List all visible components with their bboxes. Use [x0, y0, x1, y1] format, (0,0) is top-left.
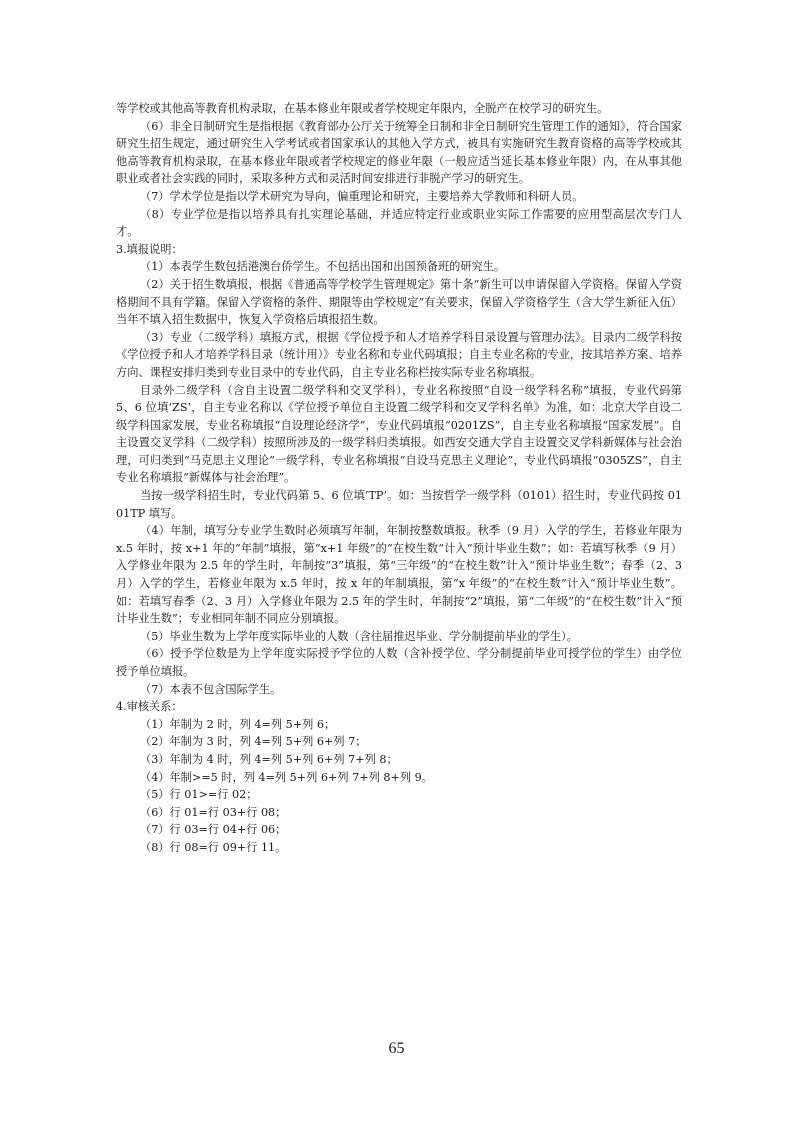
document-body	[116, 100, 682, 857]
audit-rule-4: （4）年制>=5 时，列 4=列 5+列 6+列 7+列 8+列 9。	[140, 770, 433, 784]
paragraph-professional-degree: （8）专业学位是指以培养具有扎实理论基础，并适应特定行业或职业实际工作需要的应用型高层次专门人才。	[116, 207, 682, 239]
audit-rule-3: （3）年制为 4 时，列 4=列 5+列 6+列 7+列 8；	[140, 752, 398, 766]
audit-rule-6: （6）行 01=行 03+行 08；	[140, 805, 287, 819]
page-number: 65	[388, 1040, 405, 1057]
paragraph-note-3-first-level: 当按一级学科招生时，专业代码第 5、6 位填‘TP’。如：当按哲学一级学科（0101）招生时，专业代码按 0101TP 填写。	[116, 489, 682, 520]
section-heading-filling-notes: 3.填报说明：	[116, 242, 183, 256]
audit-rule-5: （5）行 01>=行 02；	[140, 788, 258, 802]
paragraph-part-time-definition: （6）非全日制研究生是指根据《教育部办公厅关于统筹全日制和非全日制研究生管理工作的通知》，符合国家研究生招生规定，通过研究生入学考试或者国家承认的其他入学方式，被具有实施研究生教育资格的高等学校或其他高等教育机构录取，在基本修业年限或者学校规定的修业年限（一般应适当延长基本修业年限）内，在从事其他职业或者社会实践的同时，采取多种方式和灵活时间安排进行非脱产学习的研究生。	[116, 119, 682, 186]
paragraph-academic-degree: （7）学术学位是指以学术研究为导向，偏重理论和研究，主要培养大学教师和科研人员。	[140, 189, 584, 203]
paragraph-note-3-outside-catalog: 目录外二级学科（含自主设置二级学科和交叉学科），专业名称按照“自设一级学科名称”填报，专业代码第 5、6 位填‘ZS’，自主专业名称以《学位授予单位自主设置二级学科和交叉学科名单》为准，如：北京大学自设二级学科国家发展，专业名称填报“自设理论经济学”，专业代码填报“0201ZS”，自主专业名称填报“国家发展”。自主设置交叉学科（二级学科）按照所涉及的一级学科归类填报。如西安交通大学自主设置交叉学科新媒体与社会治理，可归类到“马克思主义理论”一级学科，专业名称填报“自设马克思主义理论”，专业代码填报“0305ZS”，自主专业名称填报“新媒体与社会治理”。	[116, 383, 682, 485]
section-heading-audit-rules: 4.审核关系：	[116, 700, 183, 714]
paragraph-note-6: （6）授予学位数是为上学年度实际授予学位的人数（含补授学位、学分制提前毕业可授学位的学生）由学位授予单位填报。	[116, 647, 682, 678]
audit-rule-2: （2）年制为 3 时，列 4=列 5+列 6+列 7；	[140, 735, 367, 749]
paragraph-note-7: （7）本表不包含国际学生。	[140, 682, 282, 696]
paragraph-full-time-continued: 等学校或其他高等教育机构录取，在基本修业年限或者学校规定年限内，全脱产在校学习的研究生。	[116, 102, 609, 115]
paragraph-note-5: （5）毕业生数为上学年度实际毕业的人数（含往届推迟毕业、学分制提前毕业的学生）。	[140, 629, 578, 643]
audit-rule-7: （7）行 03=行 04+行 06；	[140, 823, 287, 837]
paragraph-note-2: （2）关于招生数填报，根据《普通高等学校学生管理规定》第十条“新生可以申请保留入学资格。保留入学资格期间不具有学籍。保留入学资格的条件、期限等由学校规定”有关要求，保留入学资格学生（含大学生新征入伍）当年不填入招生数据中，恢复入学资格后填报招生数。	[116, 277, 682, 327]
paragraph-note-3: （3）专业（二级学科）填报方式，根据《学位授予和人才培养学科目录设置与管理办法》。目录内二级学科按《学位授予和人才培养学科目录（统计用）》专业名称和专业代码填报；自主专业名称的专业，按其培养方案、培养方向、课程安排归类到专业目录中的专业代码，自主专业名称栏按实际专业名称填报。	[116, 330, 682, 379]
paragraph-note-4: （4）年制，填写分专业学生数时必须填写年制，年制按整数填报。秋季（9 月）入学的学生，若修业年限为 x.5 年时，按 x+1 年的“年制”填报，第“x+1 年级”的“在校生数”计入“预计毕业生数”；如：若填写秋季（9 月）入学修业年限为 2.5 年的学生时，年制按“3”填报，第“三年级”的“在校生数”计入“预计毕业生数”；春季（2、3 月）入学的学生，若修业年限为 x.5 年时，按 x 年的年制填报，第“x 年级”的“在校生数”计入“预计毕业生数”。如：若填写春季（2、3 月）入学修业年限为 2.5 年的学生时，年制按“2”填报，第“二年级”的“在校生数”计入“预计毕业生数”；专业相同年制不同应分别填报。	[116, 524, 682, 626]
audit-rule-1: （1）年制为 2 时，列 4=列 5+列 6；	[140, 717, 336, 731]
audit-rule-8: （8）行 08=行 09+行 11。	[140, 840, 287, 854]
paragraph-note-1: （1）本表学生数包括港澳台侨学生。不包括出国和出国预备班的研究生。	[140, 260, 506, 274]
